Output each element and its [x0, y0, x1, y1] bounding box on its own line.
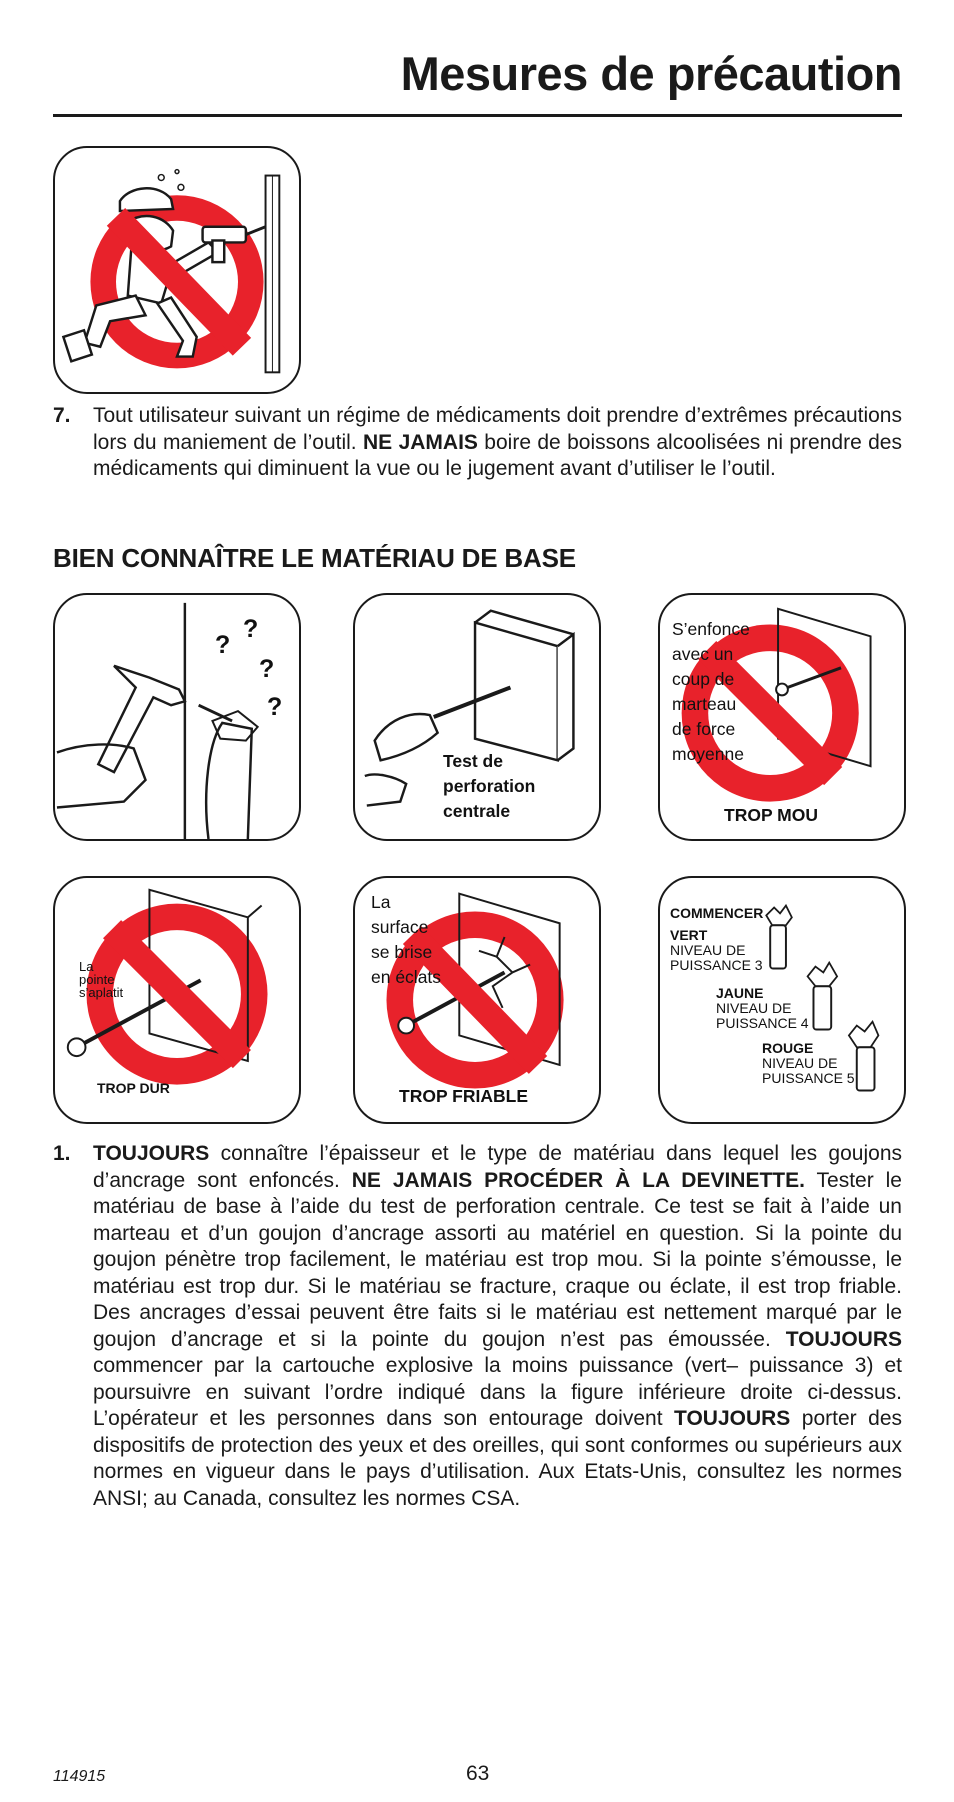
too-hard-illustration: [55, 878, 299, 1122]
figure-center-punch-test: [353, 593, 601, 841]
red-level-line2: PUISSANCE 5: [762, 1070, 855, 1086]
precaution-7-number: 7.: [53, 404, 71, 427]
too-soft-line: avec un: [672, 644, 734, 664]
figure-power-levels: [658, 876, 906, 1124]
document-code: 114915: [53, 1768, 106, 1785]
figure-impaired-worker: [53, 146, 301, 394]
always-emphasis: TOUJOURS: [785, 1327, 902, 1351]
too-hard-caption: TROP DUR: [97, 1080, 170, 1096]
precaution-1-number: 1.: [53, 1142, 71, 1165]
question-mark: ?: [267, 693, 283, 721]
section-heading: BIEN CONNAÎTRE LE MATÉRIAU DE BASE: [53, 543, 576, 573]
precaution-1: [53, 1141, 902, 1512]
question-mark: ?: [215, 631, 231, 659]
too-soft-line: moyenne: [672, 744, 744, 764]
yellow-level-line2: PUISSANCE 4: [716, 1015, 809, 1031]
impaired-worker-illustration: [55, 148, 299, 392]
precaution-7-text: Tout utilisateur suivant un régime de médicaments doit prendre d’extrêmes précautions lors du maniement de l’outil. NE JAMAIS boire de boissons alcoolisées ni prendre des médicaments qui diminuent la vue ou le jugement avant d’utiliser le l’outil.: [93, 404, 902, 480]
green-color-label: VERT: [670, 927, 708, 943]
yellow-color-label: JAUNE: [716, 985, 764, 1001]
precaution-7: [53, 403, 902, 483]
title-rule: [53, 114, 902, 117]
too-soft-line: marteau: [672, 694, 737, 714]
too-brittle-line: La: [371, 892, 391, 912]
guessing-hammer-illustration: [55, 595, 299, 839]
page-title: Mesures de précaution: [400, 47, 902, 100]
green-level-line1: NIVEAU DE: [670, 942, 746, 958]
always-emphasis: TOUJOURS: [674, 1407, 791, 1430]
too-brittle-line: se brise: [371, 942, 433, 962]
figure-too-hard: [53, 876, 301, 1124]
red-level-line1: NIVEAU DE: [762, 1055, 838, 1071]
too-hard-line: s’aplatit: [79, 985, 124, 1000]
red-color-label: ROUGE: [762, 1040, 814, 1056]
too-brittle-line: en éclats: [371, 967, 442, 987]
precaution-1-text: TOUJOURS connaître l’épaisseur et le type de matériau dans lequel les goujons d’ancrage sont enfoncés. NE JAMAIS PROCÉDER À LA DEVINETTE. Tester le matériau de base à l’aide du test de perforation centrale. Ce test se fait à l’aide un marteau et d’un goujon d’ancrage assorti au matériel en question. Si la pointe du goujon pénètre trop facilement, le matériau est trop mou. Si la pointe s’émousse, le matériau est trop dur. Si le matériau se fracture, craque ou éclate, il est trop friable. Des ancrages d’essai peuvent être faits si le matériau est nettement marqué par le goujon d’ancrage et si la pointe du goujon n’est pas émoussée. TOUJOURS commencer par la cartouche explosive la moins puissance (vert– puissance 3) et poursuivre en suivant l’ordre indiqué dans la figure inférieure droite ci-dessus. L’opérateur et les personnes dans son entourage doivent TOUJOURS porter des dispositifs de protection des yeux et des oreilles, qui sont conformes ou supérieurs aux normes en vigueur dans le pays d’utilisation. Aux Etats-Unis, consultez les normes ANSI; au Canada, consultez les normes CSA.: [93, 1142, 902, 1510]
too-soft-line: S’enfonce: [672, 619, 750, 639]
question-mark: ?: [243, 615, 259, 643]
no-guessing-emphasis: NE JAMAIS PROCÉDER À LA DEVINETTE.: [351, 1168, 805, 1192]
too-brittle-line: surface: [371, 917, 429, 937]
green-level-line2: PUISSANCE 3: [670, 957, 763, 973]
question-mark: ?: [259, 655, 275, 683]
too-soft-line: de force: [672, 719, 736, 739]
page-number: 63: [466, 1762, 490, 1785]
center-punch-label-line3: centrale: [443, 801, 511, 821]
yellow-level-line1: NIVEAU DE: [716, 1000, 792, 1016]
too-soft-line: coup de: [672, 669, 735, 689]
center-punch-label-line2: perforation: [443, 776, 536, 796]
figure-too-soft: [658, 593, 906, 841]
center-punch-label-line1: Test de: [443, 751, 503, 771]
too-brittle-caption: TROP FRIABLE: [399, 1086, 528, 1106]
too-hard-line: pointe: [79, 972, 115, 987]
start-label: COMMENCER: [670, 905, 764, 921]
never-emphasis: NE JAMAIS: [363, 430, 478, 454]
figure-guessing-hammer: [53, 593, 301, 841]
too-soft-caption: TROP MOU: [724, 805, 818, 825]
always-emphasis: TOUJOURS: [93, 1142, 210, 1165]
figure-too-brittle: [353, 876, 601, 1124]
too-hard-line: La: [79, 959, 94, 974]
